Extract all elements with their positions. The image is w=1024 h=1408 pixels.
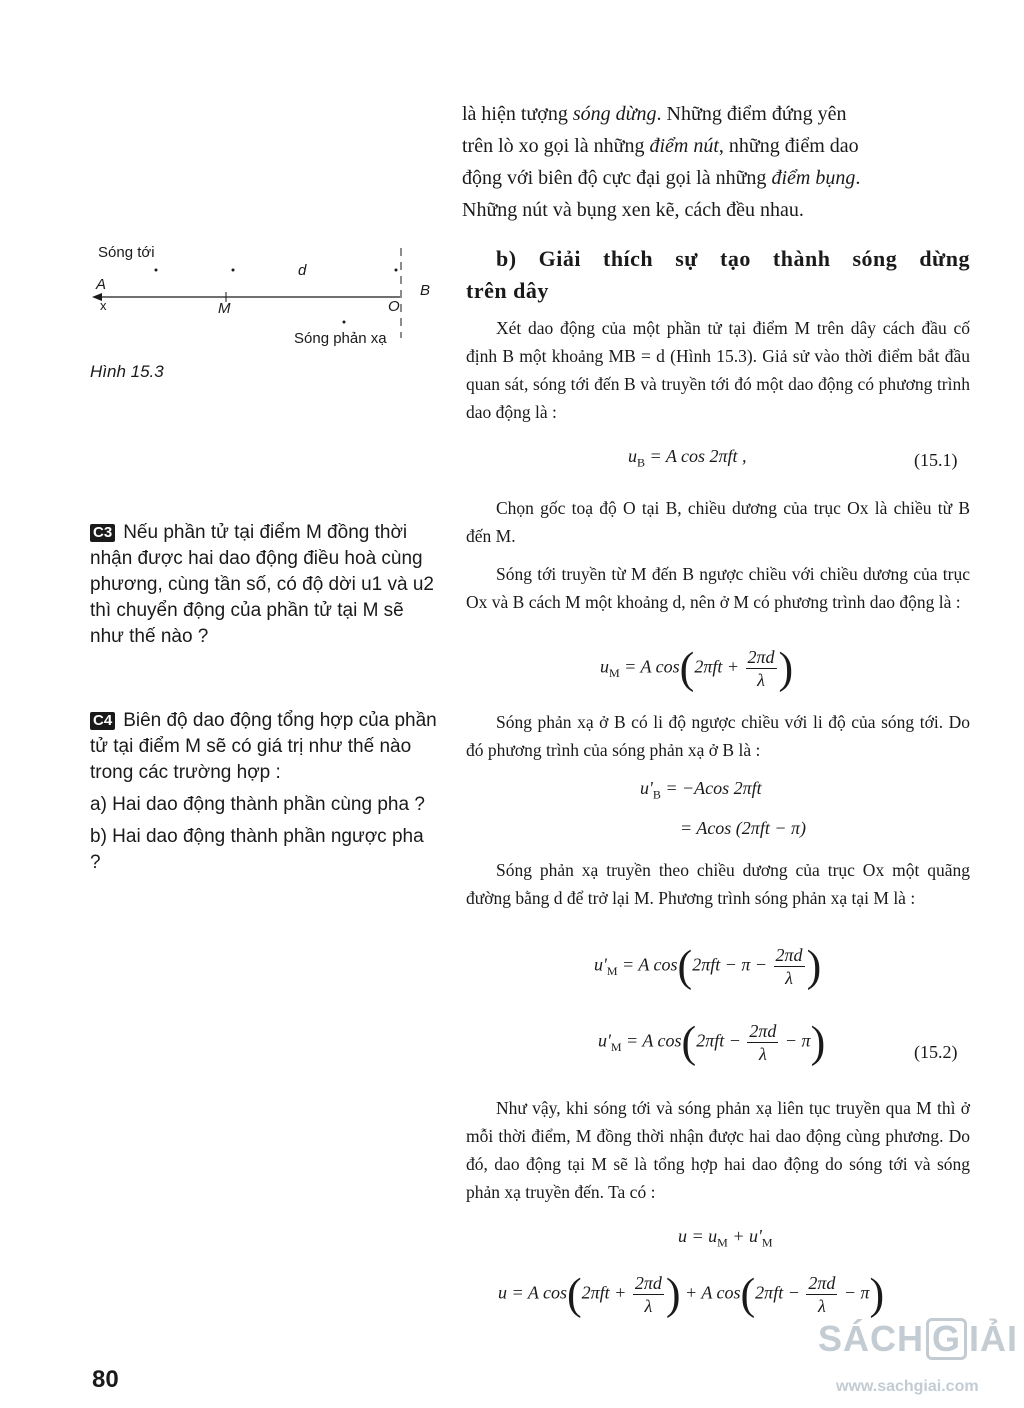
label-B: B [420,282,431,299]
section-heading: b) Giải thích sự tạo thành sóng dừng trên dây [466,246,970,303]
equation-number-15-1: (15.1) [914,450,958,470]
equation-incident-at-M: $u_M = A$ cos(2πft + $\frac{2\pi d}{\lambda}$ ) [600,643,794,693]
paragraph-4: Sóng phản xạ ở B có li độ ngược chiều với li độ của sóng tới. Do đó phương trình của sóng phản xạ ở B là : [466,712,970,760]
label-incident-wave: Sóng tới [98,244,155,261]
label-M: M [218,300,231,317]
paragraph-6: Như vậy, khi sóng tới và sóng phản xạ liên tục truyền qua M thì ở mỗi thời điểm, M đồng thời nhận được hai dao động cùng phương. Do đó, dao động tại M sẽ là tổng hợp hai dao động do sóng tới và sóng phản xạ truyền đến. Ta có : [466,1098,970,1202]
paragraph-3: Sóng tới truyền từ M đến B ngược chiều với chiều dương của trục Ox và B cách M một khoảng d, nên ở M có phương trình dao động là : [466,564,970,612]
incident-wave-dot [232,269,235,272]
question-c4-option-a: a) Hai dao động thành phần cùng pha ? [90,794,425,815]
page-number: 80 [92,1366,119,1393]
equation-reflected-at-B-line1: $u'_B = -Acos$ 2πft [640,778,762,802]
equation-15-1: $u_B = A$ cos 2πft , [628,446,747,470]
label-x: x [100,298,107,313]
paragraph-2: Chọn gốc toạ độ O tại B, chiều dương của trục Ox là chiều từ B đến M. [466,498,970,546]
label-d: d [298,262,307,279]
question-c4: C4 Biên độ dao động tổng hợp của phần tử tại điểm M sẽ có giá trị như thế nào trong các trường hợp : a) Hai dao động thành phần cùng pha ? b) Hai dao động thành phần ngược pha ? [90,708,438,876]
equation-reflected-at-B-line2: = Acos (2πft − π) [680,818,806,838]
question-badge-c4: C4 [90,712,115,730]
label-A: A [96,276,107,293]
question-c3: C3 Nếu phần tử tại điểm M đồng thời nhận được hai dao động điều hoà cùng phương, cùng tần số, có độ dời u1 và u2 thì chuyển động của phần tử tại M sẽ như thế nào ? [90,522,434,647]
equation-reflected-at-M: $u'_M = A$ cos(2πft − π − $\frac{2\pi d}{\lambda}$ ) [594,941,822,991]
equation-15-2: $u'_M = A$ cos(2πft − $\frac{2\pi d}{\lambda}$ − π) [598,1017,826,1067]
watermark-url: www.sachgiai.com [836,1378,979,1395]
figure-15-3 [90,240,430,360]
label-reflected-wave: Sóng phản xạ [294,330,387,347]
reflected-wave-dot [343,321,346,324]
equation-number-15-2: (15.2) [914,1042,958,1062]
equation-sum: $u = u_M + u'_M$ [678,1226,773,1250]
paragraph-5: Sóng phản xạ truyền theo chiều dương của trục Ox một quãng đường bằng d để trở lại M. Phương trình sóng phản xạ tại M là : [466,860,970,908]
label-O: O [388,298,400,315]
watermark-logo: SÁCH G IẢI [818,1318,1019,1359]
intro-paragraph: là hiện tượng sóng dừng. Những điểm đứng yên trên lò xo gọi là những điểm nút, những điểm dao động với biên độ cực đại gọi là những điểm bụng. Những nút và bụng xen kẽ, cách đều nhau. [462,103,861,221]
incident-wave-dot [395,269,398,272]
figure-caption: Hình 15.3 [90,362,164,381]
question-c4-option-b: b) Hai dao động thành phần ngược pha ? [90,826,424,873]
question-badge-c3: C3 [90,524,115,542]
paragraph-1: Xét dao động của một phần tử tại điểm M trên dây cách đầu cố định B một khoảng MB = d (Hình 15.3). Giả sử vào thời điểm bắt đầu quan sát, sóng tới đến B và truyền tới đó một dao động có phương trình dao động là : [466,318,970,422]
incident-wave-dot [155,269,158,272]
equation-superposition: u = A cos(2πft + $\frac{2\pi d}{\lambda}$ ) + A cos(2πft − $\frac{2\pi d}{\lambda}$ − π) [498,1269,885,1319]
